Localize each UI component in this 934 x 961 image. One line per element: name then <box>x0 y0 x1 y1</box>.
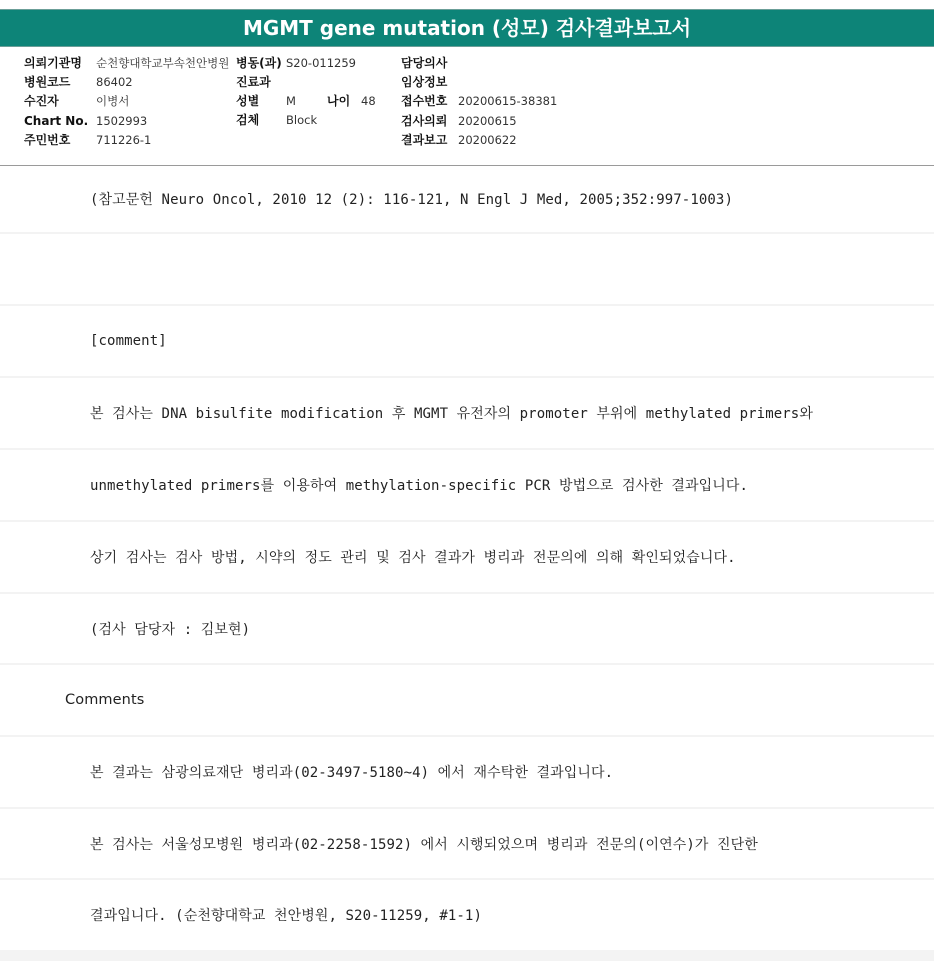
specimen-value: Block <box>286 113 318 127</box>
report-date-value: 20200622 <box>458 133 517 147</box>
institution-value: 순천향대학교부속천안병원 <box>96 56 230 70</box>
receipt-no-label: 접수번호 <box>401 94 448 108</box>
report-row <box>0 594 934 663</box>
reference-text: (참고문헌 Neuro Oncol, 2010 12 (2): 116-121, N Engl J Med, 2005;352:997-1003) <box>90 192 733 208</box>
report-row <box>0 522 934 592</box>
report-body <box>0 166 934 961</box>
age-label: 나이 <box>327 94 351 108</box>
referral-lab-text: 본 결과는 삼광의료재단 병리과(02-3497-5180~4) 에서 재수탁한 결과입니다. <box>90 765 614 781</box>
report-row <box>0 450 934 520</box>
dept-label: 진료과 <box>236 75 271 89</box>
report-row <box>0 880 934 950</box>
comments-heading: Comments <box>65 692 145 708</box>
report-row <box>0 234 934 304</box>
hospital-code-value: 86402 <box>96 75 133 89</box>
request-date-label: 검사의뢰 <box>401 114 448 128</box>
clinical-info-label: 임상정보 <box>401 75 448 89</box>
patient-label: 수진자 <box>24 94 59 108</box>
report-row <box>0 737 934 807</box>
report-row <box>0 166 934 232</box>
report-row <box>0 378 934 448</box>
specimen-label: 검체 <box>236 113 260 127</box>
age-value: 48 <box>361 94 376 108</box>
method-text-line-2: unmethylated primers를 이용하여 methylation-specific PCR 방법으로 검사한 결과입니다. <box>90 478 749 494</box>
resident-id-label: 주민번호 <box>24 133 71 147</box>
performing-lab-text-line-2: 결과입니다. (순천향대학교 천안병원, S20-11259, #1-1) <box>90 908 482 924</box>
doctor-label: 담당의사 <box>401 56 448 70</box>
sex-value: M <box>286 94 296 108</box>
report-row <box>0 665 934 735</box>
report-row <box>0 306 934 376</box>
hospital-code-label: 병원코드 <box>24 75 71 89</box>
receipt-no-value: 20200615-38381 <box>458 94 558 108</box>
resident-id-value: 711226-1 <box>96 133 152 147</box>
performing-lab-text-line-1: 본 검사는 서울성모병원 병리과(02-2258-1592) 에서 시행되었으며 병리과 전문의(이연수)가 진단한 <box>90 836 758 853</box>
report-title: MGMT gene mutation (성모) 검사결과보고서 <box>0 9 934 47</box>
institution-label: 의뢰기관명 <box>24 56 82 70</box>
chart-no-value: 1502993 <box>96 114 148 128</box>
ward-label: 병동(과) <box>236 56 282 70</box>
tester-name: (검사 담당자 : 김보현) <box>90 621 251 638</box>
qc-statement: 상기 검사는 검사 방법, 시약의 정도 관리 및 검사 결과가 병리과 전문의에 의해 확인되었습니다. <box>90 550 736 566</box>
patient-header <box>0 48 934 166</box>
request-date-value: 20200615 <box>458 114 517 128</box>
method-text-line-1: 본 검사는 DNA bisulfite modification 후 MGMT 유전자의 promoter 부위에 methylated primers와 <box>90 406 813 422</box>
patient-value: 이병서 <box>96 94 130 108</box>
ward-value: S20-011259 <box>286 56 356 70</box>
report-row <box>0 809 934 878</box>
sex-label: 성별 <box>236 94 260 108</box>
comment-heading: [comment] <box>90 333 167 349</box>
chart-no-label: Chart No. <box>24 114 89 128</box>
report-date-label: 결과보고 <box>401 133 448 147</box>
